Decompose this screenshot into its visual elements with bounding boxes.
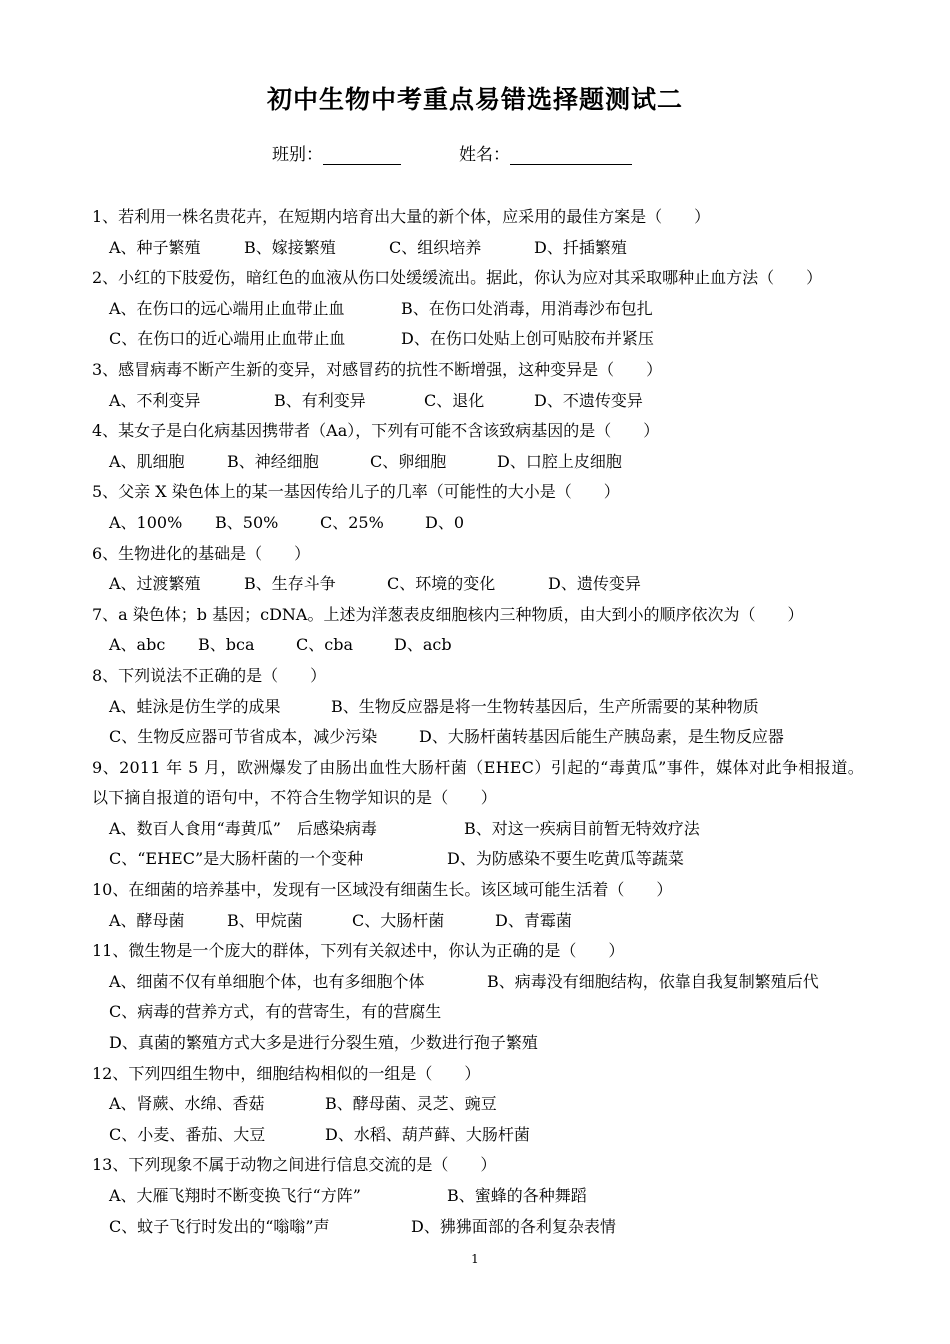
- answer-option[interactable]: D、真菌的繁殖方式大多是进行分裂生殖，少数进行孢子繁殖: [109, 1033, 538, 1053]
- answer-option[interactable]: D、青霉菌: [495, 910, 572, 930]
- answer-option[interactable]: D、为防感染不要生吃黄瓜等蔬菜: [447, 849, 684, 869]
- answer-option[interactable]: C、cba: [296, 635, 353, 655]
- answer-option[interactable]: B、蜜蜂的各种舞蹈: [447, 1186, 587, 1205]
- question-stem: 8、下列说法不正确的是（ ）: [92, 665, 327, 685]
- option-row: [92, 508, 864, 539]
- option-row: [92, 630, 864, 661]
- option-row: [92, 294, 864, 325]
- answer-option[interactable]: A、100%: [109, 512, 183, 532]
- answer-option[interactable]: C、退化: [424, 390, 485, 410]
- option-row: [92, 1181, 864, 1212]
- answer-option[interactable]: A、蛙泳是仿生学的成果: [109, 696, 281, 716]
- answer-option[interactable]: D、遗传变异: [548, 574, 641, 594]
- answer-option[interactable]: C、病毒的营养方式，有的营寄生，有的营腐生: [109, 1002, 442, 1022]
- answer-option[interactable]: A、肾蕨、水绵、香菇: [109, 1094, 265, 1114]
- answer-option[interactable]: C、生物反应器可节省成本，减少污染: [109, 727, 378, 747]
- question-stem: 12、下列四组生物中，细胞结构相似的一组是（ ）: [92, 1063, 481, 1083]
- question-stem: 1、若利用一株名贵花卉，在短期内培育出大量的新个体，应采用的最佳方案是（ ）: [92, 207, 711, 226]
- answer-option[interactable]: C、卵细胞: [370, 451, 447, 471]
- answer-option[interactable]: A、种子繁殖: [109, 237, 201, 257]
- option-row: [92, 1212, 864, 1243]
- question-stem: 7、a 染色体；b 基因；cDNA。上述为洋葱表皮细胞核内三种物质，由大到小的顺序依次为（ ）: [92, 604, 804, 624]
- answer-option[interactable]: D、大肠杆菌转基因后能生产胰岛素，是生物反应器: [419, 727, 784, 747]
- answer-option[interactable]: D、不遗传变异: [534, 390, 643, 410]
- answer-option[interactable]: A、细菌不仅有单细胞个体，也有多细胞个体: [109, 971, 425, 991]
- answer-option[interactable]: B、酵母菌、灵芝、豌豆: [325, 1094, 497, 1114]
- answer-option[interactable]: C、“EHEC”是大肠杆菌的一个变种: [109, 849, 364, 869]
- answer-option[interactable]: D、0: [425, 512, 465, 532]
- answer-option[interactable]: A、酵母菌: [109, 910, 185, 930]
- answer-option[interactable]: A、肌细胞: [109, 451, 185, 471]
- student-info: [272, 140, 632, 165]
- question-stem: 13、下列现象不属于动物之间进行信息交流的是（ ）: [92, 1155, 497, 1175]
- page-number: 1: [471, 1252, 479, 1266]
- question-stem: 11、微生物是一个庞大的群体，下列有关叙述中，你认为正确的是（ ）: [92, 941, 625, 961]
- answer-option[interactable]: B、生存斗争: [244, 574, 336, 594]
- answer-option[interactable]: A、过渡繁殖: [109, 574, 201, 594]
- question-stem: 5、父亲 X 染色体上的某一基因传给儿子的几率（可能性的大小是（ ）: [92, 482, 620, 502]
- answer-option[interactable]: D、acb: [394, 635, 452, 655]
- question-stem: 2、小红的下肢爱伤，暗红色的血液从伤口处缓缓流出。据此，你认为应对其采取哪种止血方法（ ）: [92, 268, 823, 288]
- question-stem: 4、某女子是白化病基因携带者（Aa），下列有可能不含该致病基因的是（ ）: [92, 421, 660, 441]
- answer-option[interactable]: B、有利变异: [274, 390, 366, 410]
- class-label: 班别：: [272, 145, 323, 165]
- answer-option[interactable]: C、蚊子飞行时发出的“嗡嗡”声: [109, 1216, 330, 1236]
- name-blank-field[interactable]: [510, 144, 632, 165]
- answer-option[interactable]: D、狒狒面部的各利复杂表情: [411, 1216, 616, 1236]
- name-label: 姓名：: [459, 145, 510, 165]
- question-stem: 3、感冒病毒不断产生新的变异，对感冒药的抗性不断增强，这种变异是（ ）: [92, 359, 663, 379]
- option-row: [92, 997, 864, 1028]
- answer-option[interactable]: D、扦插繁殖: [534, 237, 627, 257]
- answer-option[interactable]: A、数百人食用“毒黄瓜” 后感染病毒: [109, 818, 377, 838]
- answer-option[interactable]: C、25%: [320, 512, 384, 532]
- answer-option[interactable]: A、abc: [109, 635, 166, 655]
- option-row: [92, 386, 864, 417]
- answer-option[interactable]: B、甲烷菌: [227, 910, 303, 930]
- answer-option[interactable]: B、病毒没有细胞结构，依靠自我复制繁殖后代: [487, 971, 819, 991]
- question-stem: 10、在细菌的培养基中，发现有一区域没有细菌生长。该区域可能生活着（ ）: [92, 880, 673, 900]
- answer-option[interactable]: C、大肠杆菌: [352, 910, 445, 930]
- answer-option[interactable]: B、生物反应器是将一生物转基因后，生产所需要的某种物质: [331, 696, 759, 716]
- document-title: 初中生物中考重点易错选择题测试二: [266, 85, 683, 114]
- question-stem: 9、2011 年 5 月，欧洲爆发了由肠出血性大肠杆菌（EHEC）引起的“毒黄瓜”事件，媒体对此争相报道。以下摘自报道的语句中，不符合生物学知识的是（ ）: [92, 757, 864, 808]
- class-blank-field[interactable]: [323, 144, 401, 165]
- option-row: [92, 844, 864, 875]
- option-row: [92, 906, 864, 937]
- option-row: [92, 1089, 864, 1120]
- option-row: [92, 1120, 864, 1151]
- option-row: [92, 569, 864, 600]
- answer-option[interactable]: B、嫁接繁殖: [244, 237, 336, 257]
- answer-option[interactable]: B、对这一疾病目前暂无特效疗法: [464, 818, 700, 838]
- option-row: [92, 814, 864, 845]
- answer-option[interactable]: D、口腔上皮细胞: [497, 451, 622, 471]
- answer-option[interactable]: D、水稻、葫芦藓、大肠杆菌: [325, 1124, 530, 1144]
- answer-option[interactable]: C、组织培养: [389, 237, 482, 257]
- answer-option[interactable]: C、环境的变化: [387, 574, 496, 594]
- answer-option[interactable]: C、小麦、番茄、大豆: [109, 1124, 266, 1144]
- answer-option[interactable]: B、神经细胞: [227, 451, 319, 471]
- option-row: [92, 324, 864, 355]
- answer-option[interactable]: B、bca: [198, 635, 255, 655]
- answer-option[interactable]: B、在伤口处消毒，用消毒沙布包扎: [401, 298, 653, 318]
- answer-option[interactable]: B、50%: [215, 512, 279, 532]
- answer-option[interactable]: A、大雁飞翔时不断变换飞行“方阵”: [109, 1186, 361, 1205]
- answer-option[interactable]: C、在伤口的近心端用止血带止血: [109, 329, 346, 349]
- option-row: [92, 967, 864, 998]
- question-list: [92, 202, 864, 1242]
- answer-option[interactable]: D、在伤口处贴上创可贴胶布并紧压: [401, 329, 654, 349]
- option-row: [92, 722, 864, 753]
- option-row: [92, 233, 864, 264]
- option-row: [92, 692, 864, 723]
- answer-option[interactable]: A、在伤口的远心端用止血带止血: [109, 298, 345, 318]
- option-row: [92, 1028, 864, 1059]
- question-stem: 6、生物进化的基础是（ ）: [92, 543, 311, 563]
- option-row: [92, 447, 864, 478]
- answer-option[interactable]: A、不利变异: [109, 390, 201, 410]
